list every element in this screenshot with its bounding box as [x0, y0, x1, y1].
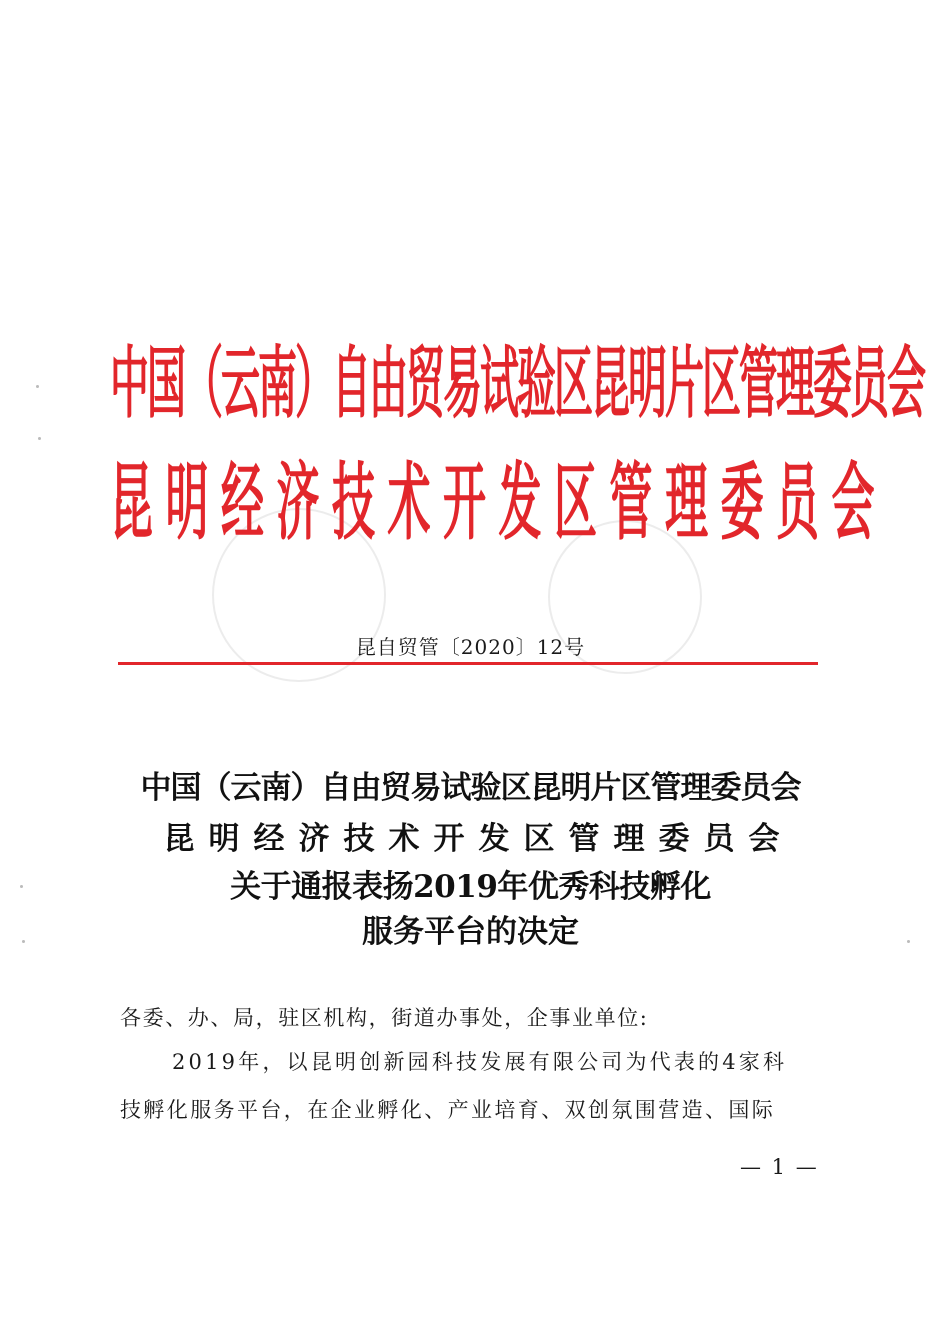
- red-divider-rule: [118, 662, 818, 665]
- paragraph-line-2: 技孵化服务平台，在企业孵化、产业培育、双创氛围营造、国际: [120, 1098, 776, 1122]
- scan-speck: [36, 385, 39, 388]
- document-number: 昆自贸管〔2020〕12号: [355, 635, 586, 659]
- paragraph-line-1: 2019年，以昆明创新园科技发展有限公司为代表的4家科: [172, 1050, 788, 1074]
- title-line-3: 关于通报表扬2019年优秀科技孵化: [230, 869, 711, 905]
- title-line-2: 昆明经济技术开发区管理委员会: [163, 821, 794, 857]
- issuer-header-line-1: 中国（云南）自由贸易试验区昆明片区管理委员会: [110, 340, 925, 430]
- title-line-4: 服务平台的决定: [362, 914, 579, 950]
- salutation: 各委、办、局，驻区机构，街道办事处，企事业单位:: [120, 1006, 649, 1030]
- title-line-1: 中国（云南）自由贸易试验区昆明片区管理委员会: [140, 770, 801, 806]
- issuer-header-line-2: 昆明经济技术开发区管理委员会: [110, 455, 887, 554]
- page-number: — 1 —: [740, 1155, 819, 1179]
- scan-speck: [38, 437, 41, 440]
